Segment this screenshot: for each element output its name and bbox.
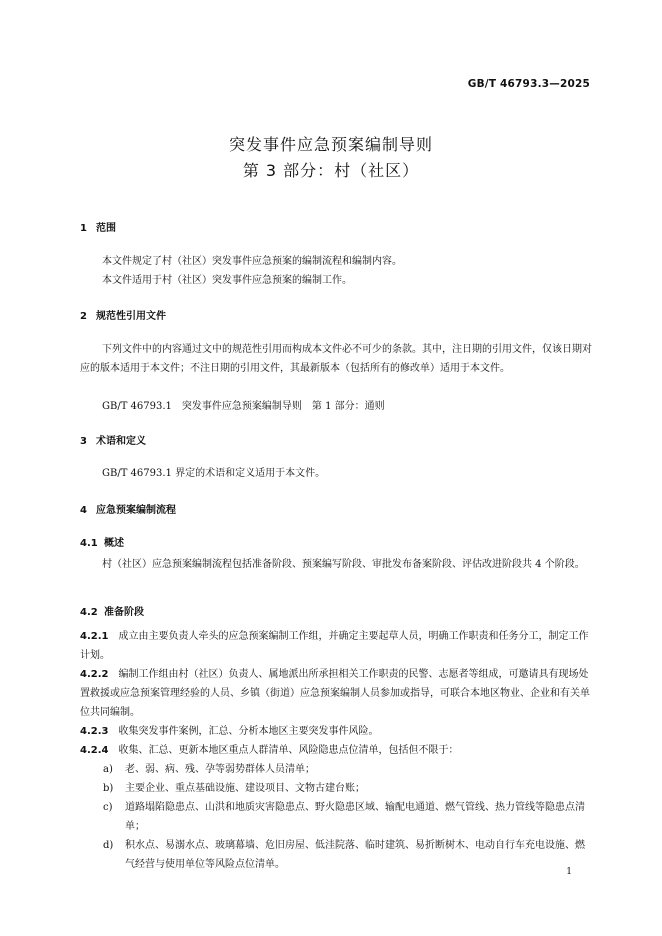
document-number: GB/T 46793.3—2025 [467, 78, 590, 90]
paragraph: GB/T 46793.1 界定的术语和定义适用于本文件。 [102, 468, 326, 479]
list-text: 道路塌陷隐患点、山洪和地质灾害隐患点、野火隐患区域、输配电通道、燃气管线、热力管线等隐患点清单； [125, 802, 585, 832]
section-title: 范围 [96, 223, 116, 234]
clause-text: 成立由主要负责人牵头的应急预案编制工作组，并确定主要起草人员，明确工作职责和任务分工，制定工作计划。 [80, 631, 589, 661]
list-item-a [103, 760, 593, 779]
subsection-title: 准备阶段 [104, 607, 144, 618]
paragraph: 本文件规定了村（社区）突发事件应急预案的编制流程和编制内容。 [102, 256, 402, 267]
list-item-d [103, 836, 593, 874]
paragraph: 本文件适用于村（社区）突发事件应急预案的编制工作。 [102, 275, 352, 286]
section-title: 应急预案编制流程 [96, 505, 176, 516]
list-label: d) [103, 840, 114, 851]
list-text: 积水点、易溺水点、玻璃幕墙、危旧房屋、低洼院落、临时建筑、易折断树木、电动自行车充电设施、燃气经营与使用单位等风险点位清单。 [125, 840, 585, 870]
clause-number: 4.2.2 [80, 669, 109, 680]
list-text: 老、弱、病、残、孕等弱势群体人员清单； [125, 764, 315, 775]
clause-number: 4.2.1 [80, 631, 109, 642]
section-4-heading [80, 501, 176, 516]
list-label: a) [103, 764, 113, 775]
clause-4-2-4 [80, 741, 592, 760]
list-item-b [103, 779, 593, 798]
clause-number: 4.2.4 [80, 745, 109, 756]
document-subtitle: 第 3 部分：村（社区） [242, 161, 420, 180]
section-number: 4 [80, 505, 87, 516]
list-label: c) [103, 802, 113, 813]
section-number: 3 [80, 436, 87, 447]
clause-text: 收集突发事件案例，汇总、分析本地区主要突发事件风险。 [118, 726, 379, 737]
clause-number: 4.2.3 [80, 726, 109, 737]
paragraph: 村（社区）应急预案编制流程包括准备阶段、预案编写阶段、审批发布备案阶段、评估改进阶段共 4 个阶段。 [102, 559, 585, 570]
section-number: 2 [80, 311, 87, 322]
section-3-heading [80, 432, 146, 447]
subsection-number: 4.1 [80, 538, 98, 549]
clause-text: 编制工作组由村（社区）负责人、属地派出所承担相关工作职责的民警、志愿者等组成，可邀请具有现场处置救援或应急预案管理经验的人员、乡镇（街道）应急预案编制人员参加或指导，可联合本地区物业、企业和有关单位共同编制。 [80, 669, 590, 718]
list-label: b) [103, 783, 114, 794]
list-item-c [103, 798, 593, 836]
section-title: 术语和定义 [96, 436, 146, 447]
list-text: 主要企业、重点基础设施、建设项目、文物古建台账； [125, 783, 365, 794]
subsection-title: 概述 [104, 538, 124, 549]
section-1-heading [80, 219, 116, 234]
clause-4-2-2 [80, 665, 592, 722]
page-number: 1 [566, 867, 572, 877]
clause-4-2-1 [80, 627, 592, 665]
section-number: 1 [80, 223, 87, 234]
clause-4-2-3 [80, 722, 592, 741]
normative-reference: GB/T 46793.1 突发事件应急预案编制导则 第 1 部分：通则 [102, 401, 385, 412]
subsection-number: 4.2 [80, 607, 98, 618]
section-title: 规范性引用文件 [96, 311, 166, 322]
document-title: 突发事件应急预案编制导则 [228, 135, 433, 154]
section-2-heading [80, 307, 166, 322]
paragraph: 下列文件中的内容通过文中的规范性引用而构成本文件必不可少的条款。其中，注日期的引用文件，仅该日期对应的版本适用于本文件；不注日期的引用文件，其最新版本（包括所有的修改单）适用于本文件。 [80, 344, 592, 374]
clause-text: 收集、汇总、更新本地区重点人群清单、风险隐患点位清单，包括但不限于： [118, 745, 459, 756]
subsection-4-1-heading [80, 534, 124, 549]
subsection-4-2-heading [80, 603, 144, 618]
